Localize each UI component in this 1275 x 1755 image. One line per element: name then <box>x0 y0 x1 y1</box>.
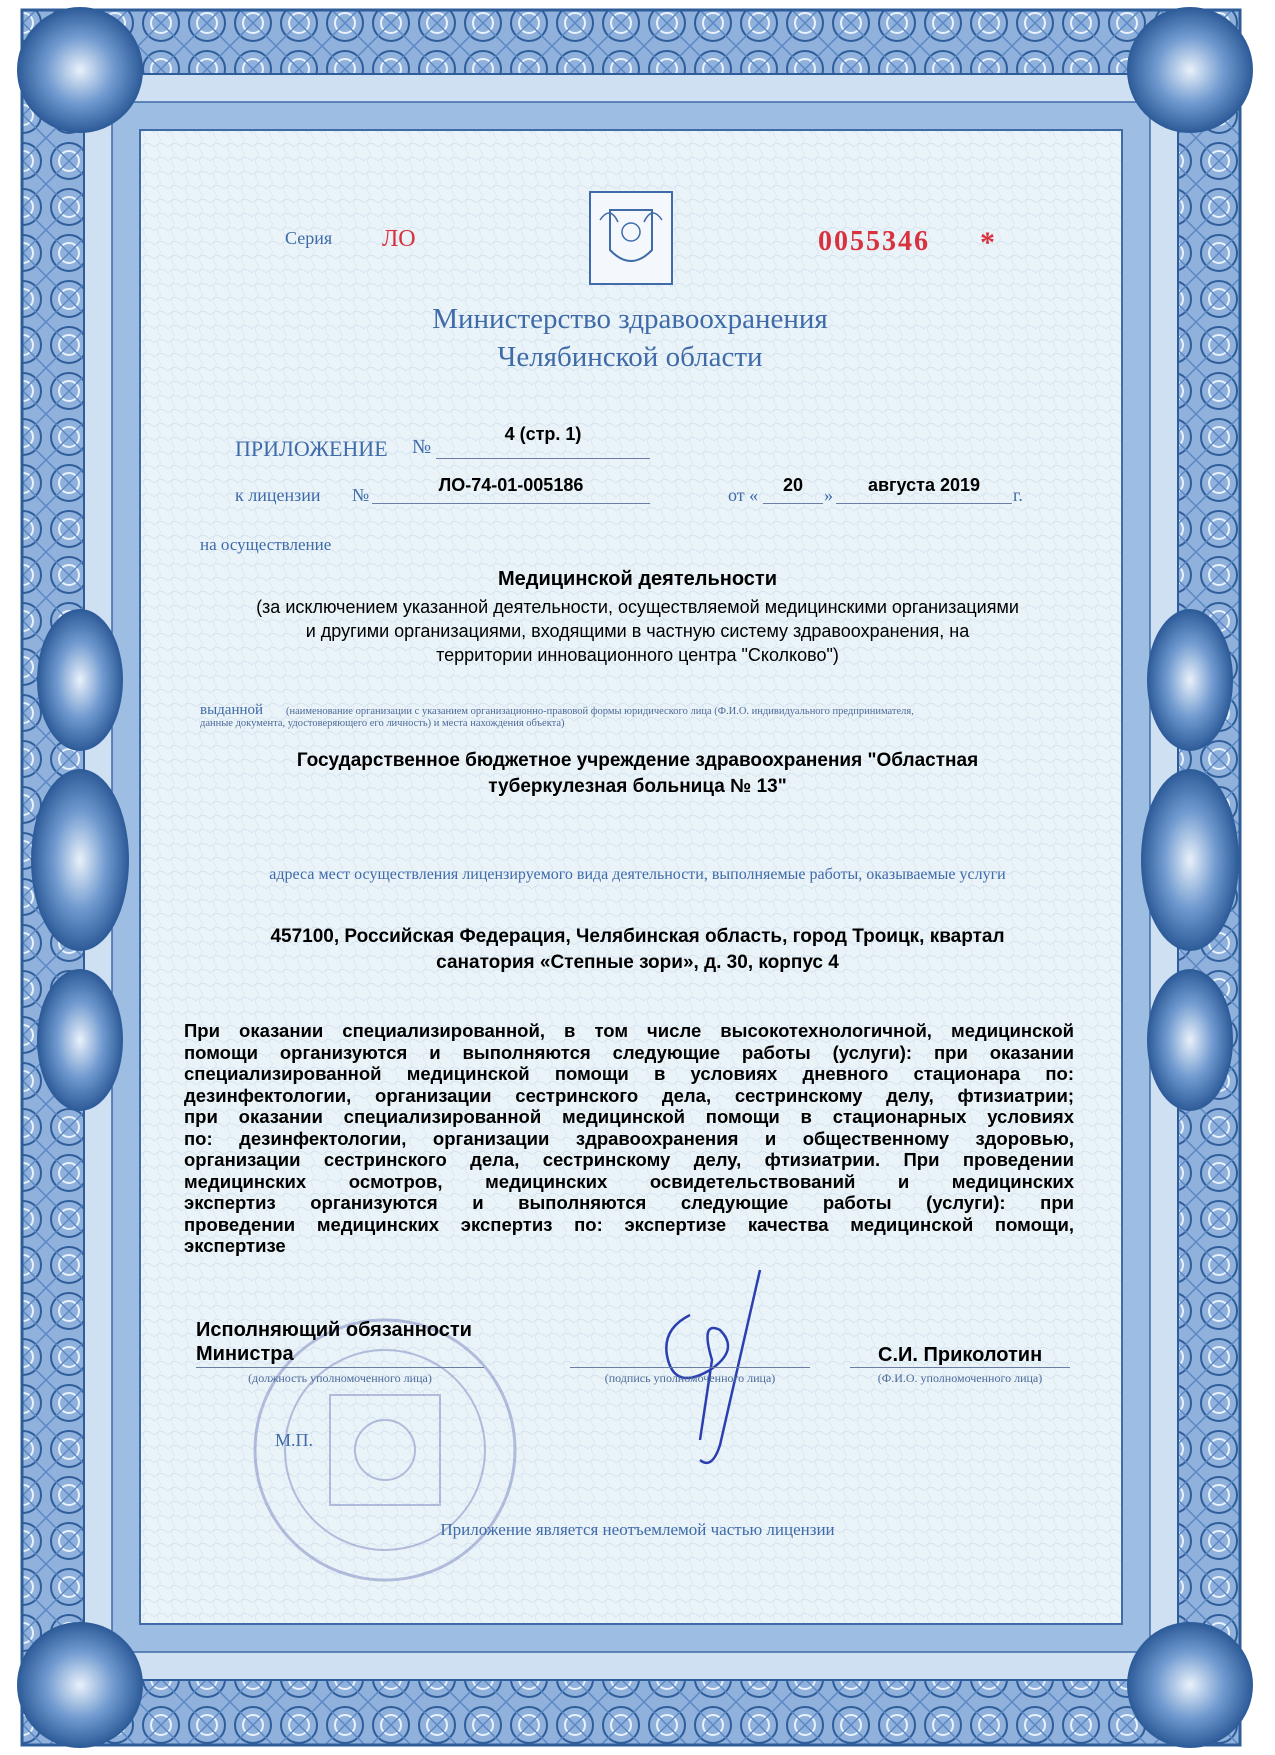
license-year-suffix: г. <box>1013 485 1023 505</box>
license-label: к лицензии <box>235 485 321 505</box>
ministry-title <box>300 300 960 376</box>
position-line: Министра <box>196 1343 294 1365</box>
signer-position <box>196 1318 472 1366</box>
license-day: 20 <box>782 475 804 495</box>
activity-label: на осуществление <box>200 535 332 554</box>
license-quote-close: » <box>824 485 833 505</box>
services-line: проведении медицинских экспертиз по: экспертизе качества медицинской помощи, <box>184 1213 1074 1235</box>
activity-description <box>180 595 1095 667</box>
signature-caption: (подпись уполномоченного лица) <box>604 1371 776 1385</box>
name-caption: (Ф.И.О. уполномоченного лица) <box>877 1371 1043 1385</box>
license-num-sign: № <box>352 485 370 505</box>
form-number: 0055346 <box>818 226 930 257</box>
issued-note: (наименование организации с указанием организационно-правовой формы юридического лица (Ф.И.О. индивидуального предпринимателя, <box>286 706 914 717</box>
organization-line: Государственное бюджетное учреждение здравоохранения "Областная <box>296 750 979 771</box>
issued-label: выданной <box>200 702 264 718</box>
footer-note: Приложение является неотъемлемой частью лицензии <box>440 1520 835 1539</box>
services-line: При оказании специализированной, в том числе высокотехнологичной, медицинской <box>184 1020 1074 1041</box>
license-date-from: от « <box>728 485 759 505</box>
addresses-label: адреса мест осуществления лицензируемого вида деятельности, выполняемые работы, оказываемые услуги <box>269 866 1006 883</box>
services-line: медицинских осмотров, медицинских освидетельствований и медицинских <box>184 1170 1074 1192</box>
corner-rosette-icon <box>1128 1623 1252 1747</box>
signer-name: С.И. Приколотин <box>878 1344 1043 1366</box>
corner-rosette-icon <box>1128 8 1252 132</box>
position-caption: (должность уполномоченного лица) <box>248 1371 432 1385</box>
address-line: 457100, Российская Федерация, Челябинская область, город Троицк, квартал <box>270 926 1005 947</box>
ministry-line-2: Челябинской области <box>497 341 763 373</box>
issued-note-2: данные документа, удостоверяющего его личность) и места нахождения объекта) <box>200 718 565 729</box>
services-line: дезинфектологии, организации сестринского дела, сестринскому делу, фтизиатрии; <box>184 1084 1074 1106</box>
ministry-line-1: Министерство здравоохранения <box>432 303 828 335</box>
corner-rosette-icon <box>18 1623 142 1747</box>
organization-name <box>180 748 1095 800</box>
activity-title: Медицинской деятельности <box>497 568 778 590</box>
appendix-number: 4 (стр. 1) <box>504 424 582 444</box>
series-label: Серия <box>285 228 333 248</box>
stamp-label: М.П. <box>275 1430 314 1450</box>
services-line: организации сестринского дела, сестринскому делу, фтизиатрии. При проведении <box>184 1149 1074 1170</box>
address <box>180 924 1095 976</box>
asterisk-mark: * <box>980 226 995 259</box>
services-line: экспертиз организуются и выполняются следующие работы (услуги): при <box>184 1192 1074 1213</box>
activity-line: (за исключением указанной деятельности, осуществляемой медицинскими организациями <box>256 597 1019 617</box>
russian-coat-of-arms-icon <box>590 192 672 284</box>
address-line: санатория «Степные зори», д. 30, корпус 4 <box>436 952 839 973</box>
organization-line: туберкулезная больница № 13" <box>488 776 787 797</box>
license-number: ЛО-74-01-005186 <box>438 475 584 495</box>
series-value: ЛО <box>382 226 416 252</box>
appendix-label: ПРИЛОЖЕНИЕ <box>235 436 388 461</box>
activity-line: и другими организациями, входящими в частную систему здравоохранения, на <box>305 621 970 641</box>
services-line: специализированной медицинской помощи в условиях дневного стационара по: <box>184 1063 1074 1084</box>
corner-rosette-icon <box>18 8 142 132</box>
services-line: при оказании специализированной медицинской помощи в стационарных условиях <box>184 1106 1074 1127</box>
services-line: экспертизе <box>184 1235 286 1256</box>
activity-line: территории инновационного центра "Сколково") <box>436 645 839 665</box>
appendix-num-sign: № <box>412 436 432 458</box>
position-line: Исполняющий обязанности <box>196 1319 472 1341</box>
services-line: по: дезинфектологии, организации здравоохранения и общественному здоровью, <box>184 1127 1074 1149</box>
services-text <box>184 1020 1074 1257</box>
license-month-year: августа 2019 <box>867 475 981 495</box>
services-line: помощи организуются и выполняются следующие работы (услуги): при оказании <box>184 1041 1074 1063</box>
